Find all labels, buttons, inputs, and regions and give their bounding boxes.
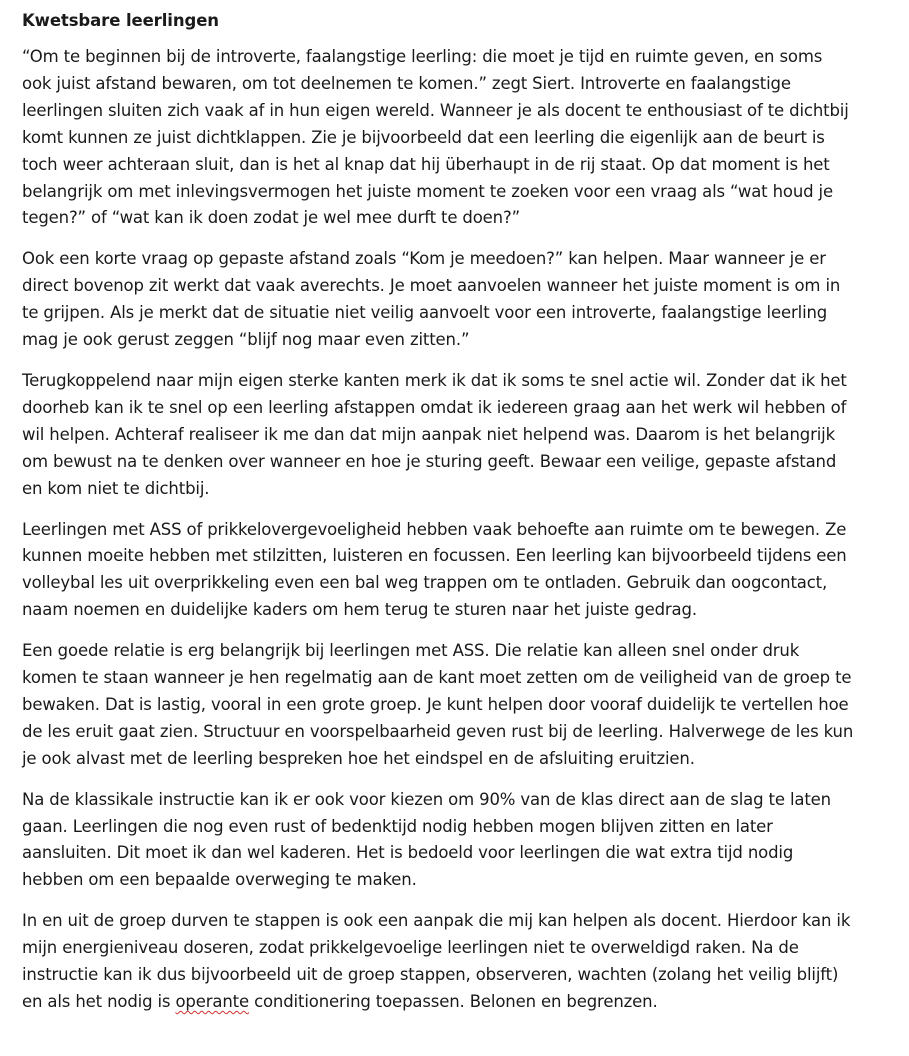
- text-line: mag je ook gerust zeggen “blijf nog maar even zitten.”: [22, 330, 470, 350]
- text-line: Leerlingen met ASS of prikkelovergevoeligheid hebben vaak behoefte aan ruimte om te bewegen. Ze: [22, 519, 847, 539]
- paragraph-4: [22, 517, 899, 625]
- text-line: de les eruit gaat zien. Structuur en voorspelbaarheid geven rust bij de leerling. Halverwege de les kun: [22, 721, 854, 741]
- paragraph-6: [22, 787, 899, 895]
- text-line: komt kunnen ze juist dichtklappen. Zie je bijvoorbeeld dat een leerling die eigenlijk aan de beurt is: [22, 127, 825, 147]
- text-line: Ook een korte vraag op gepaste afstand zoals “Kom je meedoen?” kan helpen. Maar wanneer je er: [22, 249, 826, 269]
- text-line: mijn energieniveau doseren, zodat prikkelgevoelige leerlingen niet te overweldigd raken. Na de: [22, 938, 799, 958]
- text-line: wil helpen. Achteraf realiseer ik me dan dat mijn aanpak niet helpend was. Daarom is het belangrijk: [22, 424, 836, 444]
- paragraph-5: [22, 638, 899, 773]
- text-line: komen te staan wanneer je hen regelmatig aan de kant moet zetten om de veiligheid van de groep te: [22, 668, 852, 688]
- text-line: “Om te beginnen bij de introverte, faalangstige leerling: die moet je tijd en ruimte geven, en soms: [22, 47, 823, 66]
- text-segment: conditionering toepassen. Belonen en begrenzen.: [248, 992, 658, 1011]
- paragraph-1: [22, 44, 899, 232]
- paragraph-7: [22, 908, 899, 1016]
- text-line: toch weer achteraan sluit, dan is het al knap dat hij überhaupt in de rij staat. Op dat moment is het: [22, 154, 830, 174]
- text-line: gaan. Leerlingen die nog even rust of bedenktijd nodig hebben mogen blijven zitten en later: [22, 816, 773, 836]
- text-line: ook juist afstand bewaren, om tot deelnemen te komen.” zegt Siert. Introverte en faalangstige: [22, 73, 791, 93]
- text-line: kunnen moeite hebben met stilzitten, luisteren en focussen. Een leerling kan bijvoorbeeld tijdens een: [22, 546, 847, 566]
- paragraph-3: [22, 368, 899, 503]
- text-segment: en als het nodig is: [22, 992, 176, 1011]
- text-line: bewaken. Dat is lastig, vooral in een grote groep. Je kunt helpen door vooraf duidelijk te vertellen hoe: [22, 694, 849, 714]
- text-line: te grijpen. Als je merkt dat de situatie niet veilig aanvoelt voor een introverte, faalangstige leerling: [22, 303, 828, 323]
- text-line: aansluiten. Dit moet ik dan wel kaderen. Het is bedoeld voor leerlingen die wat extra tijd nodig: [22, 843, 794, 863]
- text-line: om bewust na te denken over wanneer en hoe je sturing geeft. Bewaar een veilige, gepaste afstand: [22, 451, 837, 471]
- text-line: hebben om een bepaalde overweging te maken.: [22, 870, 417, 890]
- misspelled-word[interactable]: operante: [175, 992, 249, 1011]
- text-line: In en uit de groep durven te stappen is ook een aanpak die mij kan helpen als docent. Hierdoor kan ik: [22, 911, 851, 931]
- text-line: instructie kan ik dus bijvoorbeeld uit de groep stappen, observeren, wachten (zolang het veilig blijft): [22, 965, 839, 985]
- paragraph-2: [22, 246, 899, 354]
- text-line: naam noemen en duidelijke kaders om hem terug te sturen naar het juiste gedrag.: [22, 600, 697, 620]
- text-line: direct bovenop zit werkt dat vaak averechts. Je moet aanvoelen wanneer het juiste moment is om in: [22, 276, 841, 296]
- text-line: Na de klassikale instructie kan ik er ook voor kiezen om 90% van de klas direct aan de slag te laten: [22, 789, 831, 809]
- text-line: doorheb kan ik te snel op een leerling afstappen omdat ik iedereen graag aan het werk wil hebben of: [22, 397, 847, 417]
- section-heading: Kwetsbare leerlingen: [22, 11, 219, 30]
- text-line: tegen?” of “wat kan ik doen zodat je wel mee durft te doen?”: [22, 208, 520, 228]
- text-line: Terugkoppelend naar mijn eigen sterke kanten merk ik dat ik soms te snel actie wil. Zonder dat ik het: [22, 370, 847, 390]
- text-line: en kom niet te dichtbij.: [22, 478, 210, 498]
- text-line: Een goede relatie is erg belangrijk bij leerlingen met ASS. Die relatie kan alleen snel onder druk: [22, 641, 800, 661]
- text-line-last: [22, 989, 899, 1016]
- text-line: volleybal les uit overprikkeling even een bal weg trappen om te ontladen. Gebruik dan oogcontact,: [22, 573, 828, 593]
- text-line: je ook alvast met de leerling bespreken hoe het eindspel en de afsluiting eruitzien.: [22, 748, 695, 768]
- text-line: belangrijk om met inlevingsvermogen het juiste moment te zoeken voor een vraag als “wat houd je: [22, 181, 833, 201]
- text-line: leerlingen sluiten zich vaak af in hun eigen wereld. Wanneer je als docent te enthousiast of te dichtbij: [22, 100, 849, 120]
